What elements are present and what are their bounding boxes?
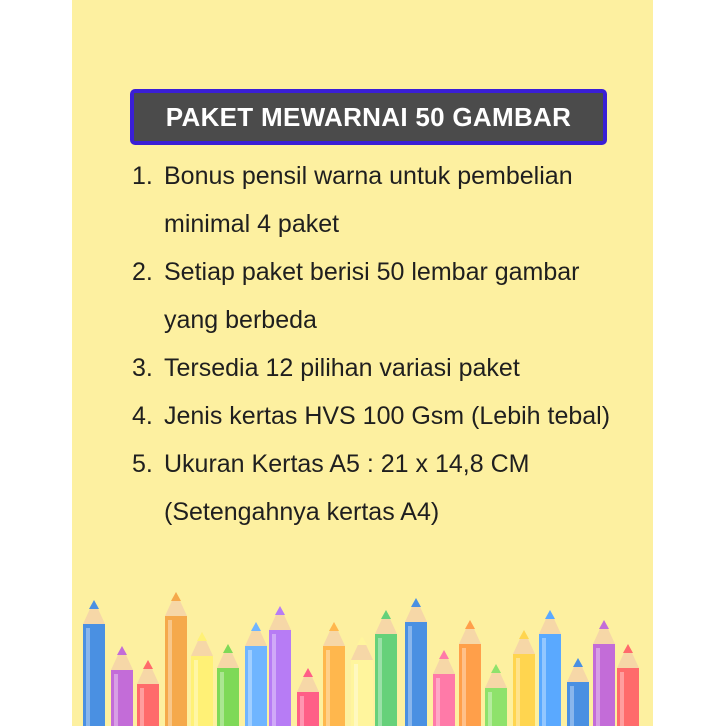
pencil-icon [485, 664, 507, 726]
pencil-icon [165, 592, 187, 726]
list-item-text: Bonus pensil warna untuk pembelian minimal 4 paket [164, 162, 573, 238]
list-item [132, 392, 632, 440]
pencil-icon [539, 610, 561, 726]
pencil-icon [245, 622, 267, 726]
pencil-icon [375, 610, 397, 726]
pencil-icon [111, 646, 133, 726]
pencil-icon [433, 650, 455, 726]
list-item [132, 344, 632, 392]
title-banner [130, 89, 607, 145]
pencil-icon [405, 598, 427, 726]
pencil-icon [323, 622, 345, 726]
pencil-icon [459, 620, 481, 726]
list-item-text: Jenis kertas HVS 100 Gsm (Lebih tebal) [164, 402, 611, 430]
pencil-icon [593, 620, 615, 726]
list-item [132, 440, 632, 536]
list-item-number: 4. [132, 402, 153, 430]
pencils-illustration [72, 580, 653, 726]
list-item [132, 248, 632, 344]
pencil-icon [269, 606, 291, 726]
feature-list [132, 152, 632, 536]
list-item-number: 3. [132, 354, 153, 382]
pencil-icon [617, 644, 639, 726]
pencil-icon [83, 600, 105, 726]
list-item-text: Setiap paket berisi 50 lembar gambar yang berbeda [164, 258, 580, 334]
pencil-icon [351, 636, 373, 726]
pencil-icon [137, 660, 159, 726]
pencil-icon [217, 644, 239, 726]
list-item-number: 2. [132, 258, 153, 286]
list-item-number: 1. [132, 162, 153, 190]
list-item [132, 152, 632, 248]
poster [72, 0, 653, 726]
pencil-icon [297, 668, 319, 726]
pencil-icon [567, 658, 589, 726]
page-title: PAKET MEWARNAI 50 GAMBAR [165, 101, 572, 132]
pencil-icon [191, 632, 213, 726]
list-item-text: Ukuran Kertas A5 : 21 x 14,8 CM (Setengahnya kertas A4) [164, 450, 530, 526]
list-item-number: 5. [132, 450, 153, 478]
list-item-text: Tersedia 12 pilihan variasi paket [164, 354, 520, 382]
pencil-icon [513, 630, 535, 726]
